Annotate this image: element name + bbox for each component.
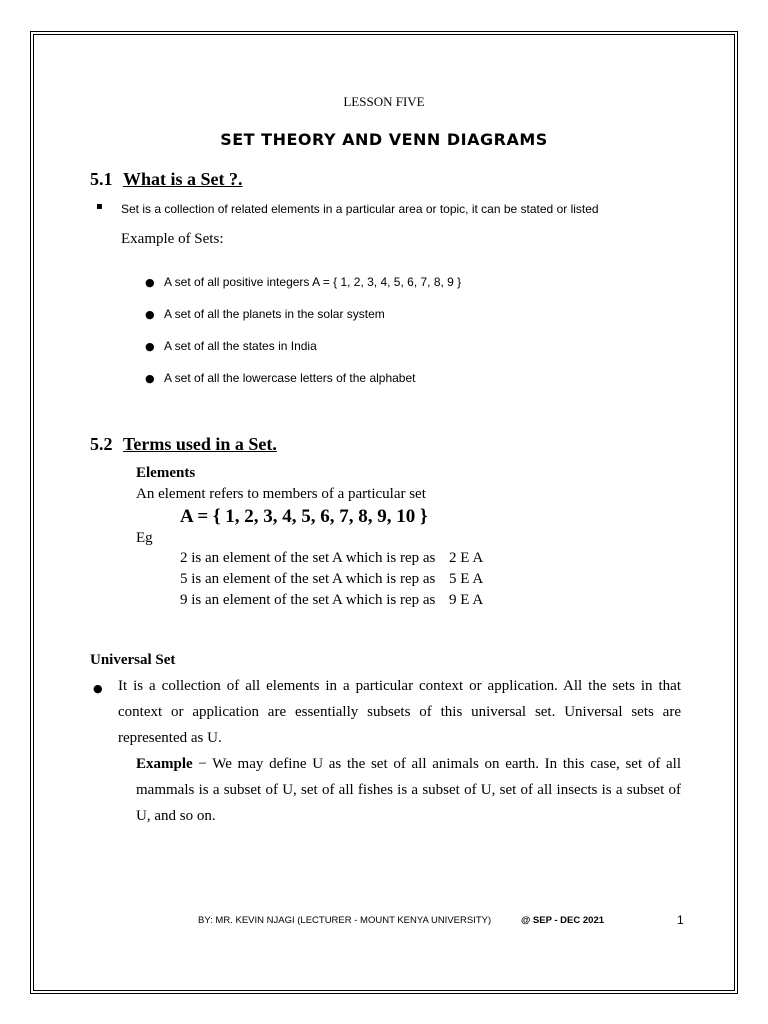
- universal-set-example: [136, 751, 681, 829]
- example-item: A set of all positive integers A = { 1, 2, 3, 4, 5, 6, 7, 8, 9 }: [164, 275, 462, 289]
- eg-label: Eg: [136, 530, 153, 546]
- element-example-text: 9 is an element of the set A which is rep as: [180, 592, 436, 608]
- element-notation: 9 E A: [449, 592, 484, 608]
- bullet-icon: ●: [145, 308, 155, 321]
- elements-description: An element refers to members of a particular set: [136, 486, 426, 502]
- element-notation: 2 E A: [449, 550, 484, 566]
- universal-set-description: It is a collection of all elements in a particular context or application. All the sets in that context or application are essentially subsets of this universal set. Universal sets are represented as U.: [118, 678, 681, 746]
- elements-heading: Elements: [136, 465, 196, 481]
- section-1-heading: [90, 169, 243, 190]
- set-formula: A = { 1, 2, 3, 4, 5, 6, 7, 8, 9, 10 }: [180, 506, 428, 527]
- bullet-icon: ●: [145, 340, 155, 353]
- page-number: 1: [677, 913, 684, 927]
- set-definition: Set is a collection of related elements in a particular area or topic, it can be stated or listed: [121, 202, 599, 216]
- element-notation: 5 E A: [449, 571, 484, 587]
- section-2-heading: [90, 434, 277, 455]
- section-2-title: Terms used in a Set.: [123, 434, 277, 454]
- example-item: A set of all the states in India: [164, 339, 317, 353]
- example-text: − We may define U as the set of all animals on earth. In this case, set of all mammals is a subset of U, set of all fishes is a subset of U, set of all insects is a subset of U, and so on.: [136, 756, 681, 824]
- example-item: A set of all the planets in the solar system: [164, 307, 385, 321]
- bullet-icon: ●: [145, 372, 155, 385]
- element-example-text: 2 is an element of the set A which is rep as: [180, 550, 436, 566]
- bullet-icon: ●: [93, 682, 103, 695]
- page-title: SET THEORY AND VENN DIAGRAMS: [220, 130, 548, 149]
- footer-author: BY: MR. KEVIN NJAGI (LECTURER - MOUNT KENYA UNIVERSITY): [198, 915, 492, 926]
- universal-set-heading: Universal Set: [90, 652, 176, 668]
- example-item: A set of all the lowercase letters of the alphabet: [164, 371, 416, 385]
- bullet-icon: ●: [145, 276, 155, 289]
- examples-label: Example of Sets:: [121, 231, 224, 247]
- example-label: Example: [136, 756, 193, 772]
- footer-date: @ SEP - DEC 2021: [521, 915, 605, 926]
- square-bullet-icon: ▪: [96, 201, 103, 212]
- section-2-number: 5.2: [90, 434, 113, 454]
- element-example-text: 5 is an element of the set A which is rep as: [180, 571, 436, 587]
- lesson-label: LESSON FIVE: [343, 94, 425, 109]
- section-1-title: What is a Set ?.: [123, 169, 243, 189]
- section-1-number: 5.1: [90, 169, 113, 189]
